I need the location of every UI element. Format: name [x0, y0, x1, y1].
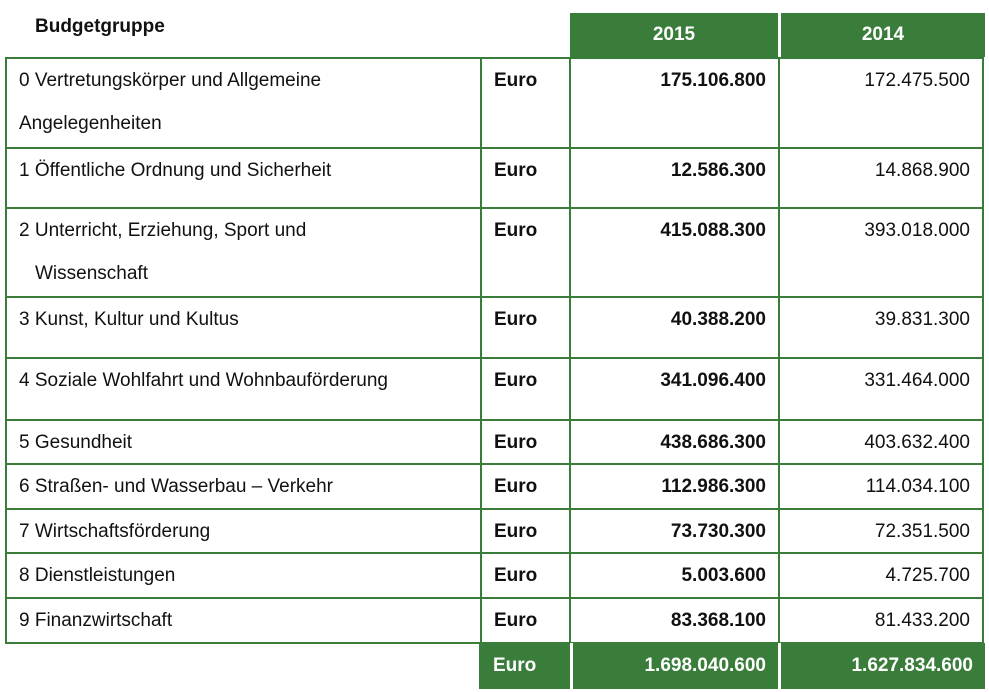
table-row	[5, 296, 986, 357]
row-value-2015: 415.088.300	[569, 207, 780, 298]
column-header-budgetgruppe: Budgetgruppe	[35, 16, 165, 37]
row-value-2014: 81.433.200	[778, 597, 984, 644]
row-unit-cell: Euro	[480, 357, 571, 421]
row-name-cell: 6 Straßen- und Wasserbau – Verkehr	[5, 463, 482, 510]
row-name-cell	[5, 57, 482, 149]
table-row	[5, 552, 986, 597]
row-unit-cell: Euro	[480, 207, 571, 298]
row-unit-cell: Euro	[480, 147, 571, 209]
row-value-2014: 14.868.900	[778, 147, 984, 209]
total-2014: 1.627.834.600	[781, 643, 985, 689]
table-row	[5, 597, 986, 642]
row-value-2014: 4.725.700	[778, 552, 984, 599]
total-2015: 1.698.040.600	[570, 643, 778, 689]
row-value-2014: 403.632.400	[778, 419, 984, 465]
row-value-2015: 12.586.300	[569, 147, 780, 209]
row-unit-cell: Euro	[480, 552, 571, 599]
table-row	[5, 207, 986, 296]
table-row	[5, 463, 986, 508]
row-name-line1: 0 Vertretungskörper und Allgemeine	[19, 70, 322, 91]
row-unit-cell: Euro	[480, 508, 571, 554]
row-value-2015: 112.986.300	[569, 463, 780, 510]
column-header-2015: 2015	[570, 13, 778, 57]
row-name-cell: 9 Finanzwirtschaft	[5, 597, 482, 644]
row-value-2015: 73.730.300	[569, 508, 780, 554]
column-header-2014: 2014	[781, 13, 985, 57]
row-name-cell: 8 Dienstleistungen	[5, 552, 482, 599]
row-value-2014: 72.351.500	[778, 508, 984, 554]
row-value-2014: 393.018.000	[778, 207, 984, 298]
total-divider	[778, 643, 781, 689]
row-value-2015: 83.368.100	[569, 597, 780, 644]
row-name-line2: Wissenschaft	[35, 263, 148, 284]
row-name-line2: Angelegenheiten	[19, 113, 162, 134]
row-value-2014: 39.831.300	[778, 296, 984, 359]
total-unit: Euro	[479, 643, 570, 689]
budget-table	[5, 57, 986, 642]
row-name-cell	[5, 207, 482, 298]
row-name-cell: 3 Kunst, Kultur und Kultus	[5, 296, 482, 359]
total-divider	[570, 643, 573, 689]
row-value-2014: 172.475.500	[778, 57, 984, 149]
table-row	[5, 419, 986, 463]
row-unit-cell: Euro	[480, 296, 571, 359]
row-value-2015: 175.106.800	[569, 57, 780, 149]
row-unit-cell: Euro	[480, 463, 571, 510]
row-value-2014: 114.034.100	[778, 463, 984, 510]
row-unit-cell: Euro	[480, 419, 571, 465]
table-row	[5, 508, 986, 552]
row-value-2015: 438.686.300	[569, 419, 780, 465]
table-row	[5, 57, 986, 147]
row-name-cell: 5 Gesundheit	[5, 419, 482, 465]
row-name-cell: 7 Wirtschaftsförderung	[5, 508, 482, 554]
row-name-cell: 1 Öffentliche Ordnung und Sicherheit	[5, 147, 482, 209]
row-name-line1: 2 Unterricht, Erziehung, Sport und	[19, 220, 307, 241]
row-name-cell: 4 Soziale Wohlfahrt und Wohnbauförderung	[5, 357, 482, 421]
row-unit-cell: Euro	[480, 57, 571, 149]
row-unit-cell: Euro	[480, 597, 571, 644]
row-value-2015: 341.096.400	[569, 357, 780, 421]
table-row	[5, 147, 986, 207]
row-value-2014: 331.464.000	[778, 357, 984, 421]
row-value-2015: 5.003.600	[569, 552, 780, 599]
row-value-2015: 40.388.200	[569, 296, 780, 359]
table-row	[5, 357, 986, 419]
